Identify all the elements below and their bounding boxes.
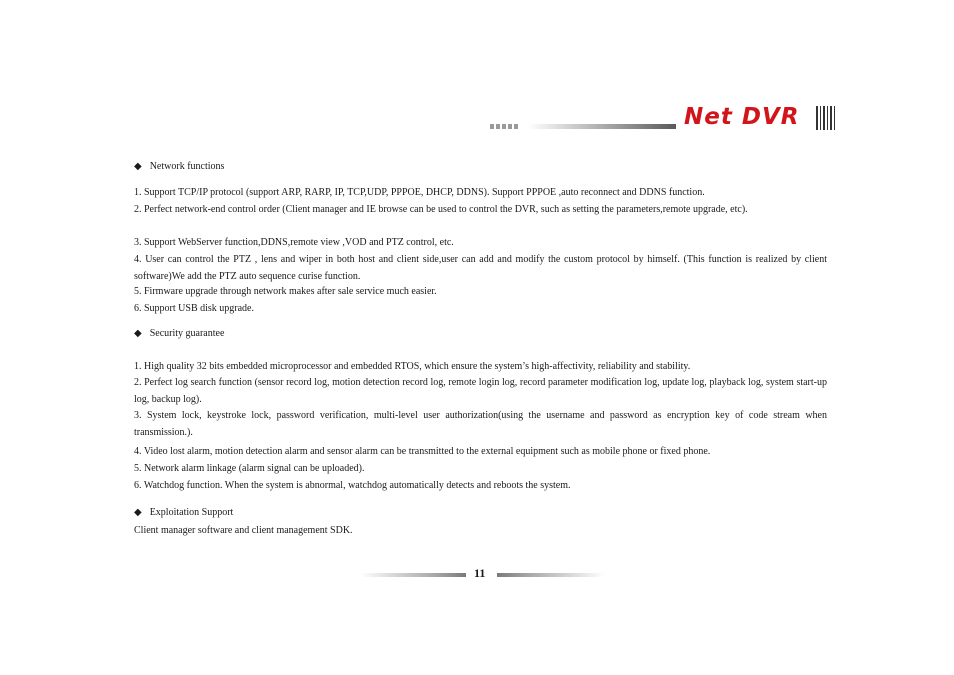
footer-right-bar xyxy=(497,573,605,577)
list-item: Client manager software and client management SDK. xyxy=(134,525,353,536)
page-number: 11 xyxy=(474,566,486,580)
header-gradient-bar xyxy=(528,124,676,129)
diamond-bullet-icon: ◆ xyxy=(134,161,142,172)
list-item: 5. Firmware upgrade through network makes after sale service much easier. xyxy=(134,286,437,297)
section-heading-label: Network functions xyxy=(149,161,225,172)
list-item: 1. High quality 32 bits embedded microprocessor and embedded RTOS, which ensure the system’s high-affectivity, reliability and stability. xyxy=(134,361,691,372)
footer-left-bar xyxy=(360,573,466,577)
section-heading-label: Exploitation Support xyxy=(149,507,234,518)
list-item: 2. Perfect log search function (sensor record log, motion detection record log, remote login log, record parameter modification log, update log, playback log, system start-up log, backup log). xyxy=(134,377,827,405)
section-heading-security xyxy=(134,328,224,339)
list-item: 6. Support USB disk upgrade. xyxy=(134,303,254,314)
section-heading-exploitation xyxy=(134,507,233,518)
section-heading-network xyxy=(134,161,224,172)
diamond-bullet-icon: ◆ xyxy=(134,328,142,339)
page-header-title: Net DVR xyxy=(684,104,800,130)
list-item: 2. Perfect network-end control order (Client manager and IE browse can be used to control the DVR, such as setting the parameters,remote upgrade, etc). xyxy=(134,204,748,215)
list-item: 4. User can control the PTZ , lens and wiper in both host and client side,user can add and modify the custom protocol by himself. (This function is realized by client software)We add the PTZ auto sequence curise function. xyxy=(134,254,827,282)
list-item: 3. System lock, keystroke lock, password verification, multi-level user authorization(using the username and password as encryption key of code stream when transmission.). xyxy=(134,410,827,438)
list-item: 5. Network alarm linkage (alarm signal can be uploaded). xyxy=(134,463,365,474)
list-item: 6. Watchdog function. When the system is abnormal, watchdog automatically detects and reboots the system. xyxy=(134,480,571,491)
list-item: 1. Support TCP/IP protocol (support ARP, RARP, IP, TCP,UDP, PPPOE, DHCP, DDNS). Support PPPOE ,auto reconnect and DDNS function. xyxy=(134,187,705,198)
header-lines-decoration xyxy=(816,106,835,130)
list-item: 3. Support WebServer function,DDNS,remote view ,VOD and PTZ control, etc. xyxy=(134,237,454,248)
diamond-bullet-icon: ◆ xyxy=(134,507,142,518)
header-dots-decoration xyxy=(490,124,518,129)
section-heading-label: Security guarantee xyxy=(149,328,225,339)
list-item: 4. Video lost alarm, motion detection alarm and sensor alarm can be transmitted to the external equipment such as mobile phone or fixed phone. xyxy=(134,446,711,457)
